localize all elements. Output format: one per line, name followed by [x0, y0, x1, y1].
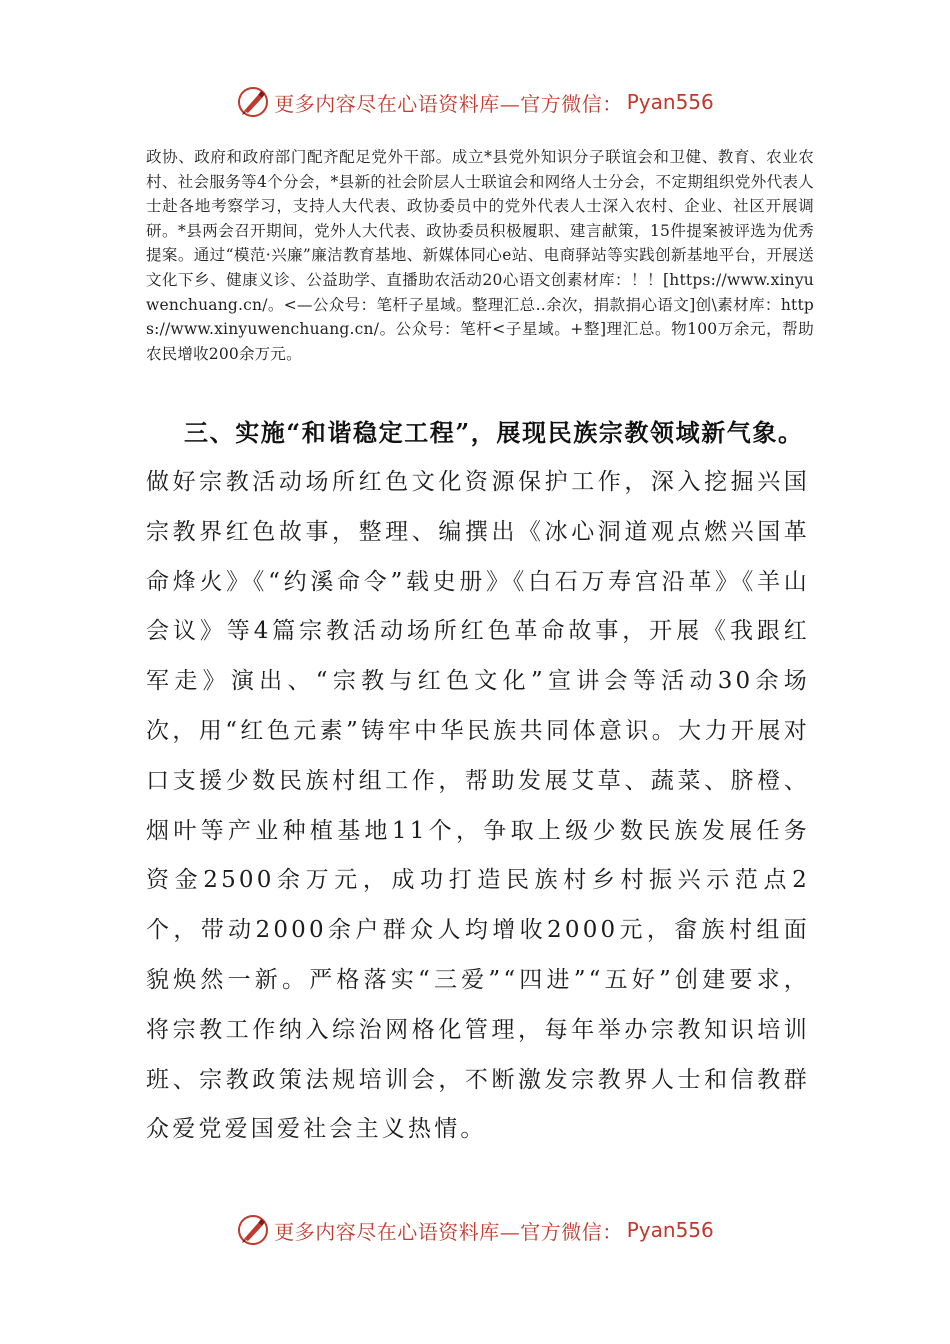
banner-wechat-handle: Pyan556 [626, 90, 714, 114]
banner-text: 更多内容尽在心语资料库—官方微信： [274, 91, 623, 116]
banner-content [236, 1213, 714, 1247]
body-paragraph: 做好宗教活动场所红色文化资源保护工作，深入挖掘兴国宗教界红色故事，整理、编撰出《冰心洞道观点燃兴国革命烽火》《“约溪命令”载史册》《白石万寿宫沿革》《羊山会议》等4篇宗教活动场所红色革命故事，开展《我跟红军走》演出、“宗教与红色文化”宣讲会等活动30余场次，用“红色元素”铸牢中华民族共同体意识。大力开展对口支援少数民族村组工作，帮助发展艾草、蔬菜、脐橙、烟叶等产业种植基地11个，争取上级少数民族发展任务资金2500余万元，成功打造民族村乡村振兴示范点2个，带动2000余户群众人均增收2000元，畲族村组面貌焕然一新。严格落实“三爱”“四进”“五好”创建要求，将宗教工作纳入综治网格化管理，每年举办宗教知识培训班、宗教政策法规培训会，不断激发宗教界人士和信教群众爱党爱国爱社会主义热情。 [146, 469, 810, 1143]
small-print-paragraph: 政协、政府和政府部门配齐配足党外干部。成立*县党外知识分子联谊会和卫健、教育、农业农村、社会服务等4个分会，*县新的社会阶层人士联谊会和网络人士分会，不定期组织党外代表人士赴各地考察学习，支持人大代表、政协委员中的党外代表人士深入农村、企业、社区开展调研。*县两会召开期间，党外人大代表、政协委员积极履职、建言献策，15件提案被评选为优秀提案。通过“模范·兴廉”廉洁教育基地、新媒体同心e站、电商驿站等实践创新基地平台，开展送文化下乡、健康义诊、公益助学、直播助农活动20心语文创素材库：！！[https://www.xinyuwenchuang.cn/。<—公众号：笔杆子星域。整理汇总..余次，捐款捐心语文]创\素材库：https://www.xinyuwenchuang.cn/。公众号：笔杆<子星域。+整]理汇总。物100万余元，帮助农民增收200余万元。 [146, 148, 814, 363]
banner-content [236, 85, 714, 119]
pen-logo-icon [236, 1213, 270, 1247]
pen-logo-icon [236, 85, 270, 119]
banner-text: 更多内容尽在心语资料库—官方微信： [274, 1219, 623, 1244]
header-banner [0, 82, 950, 122]
banner-wechat-handle: Pyan556 [626, 1218, 714, 1242]
section-heading: 三、实施“和谐稳定工程”，展现民族宗教领域新气象。 [184, 418, 804, 447]
footer-banner [0, 1210, 950, 1250]
